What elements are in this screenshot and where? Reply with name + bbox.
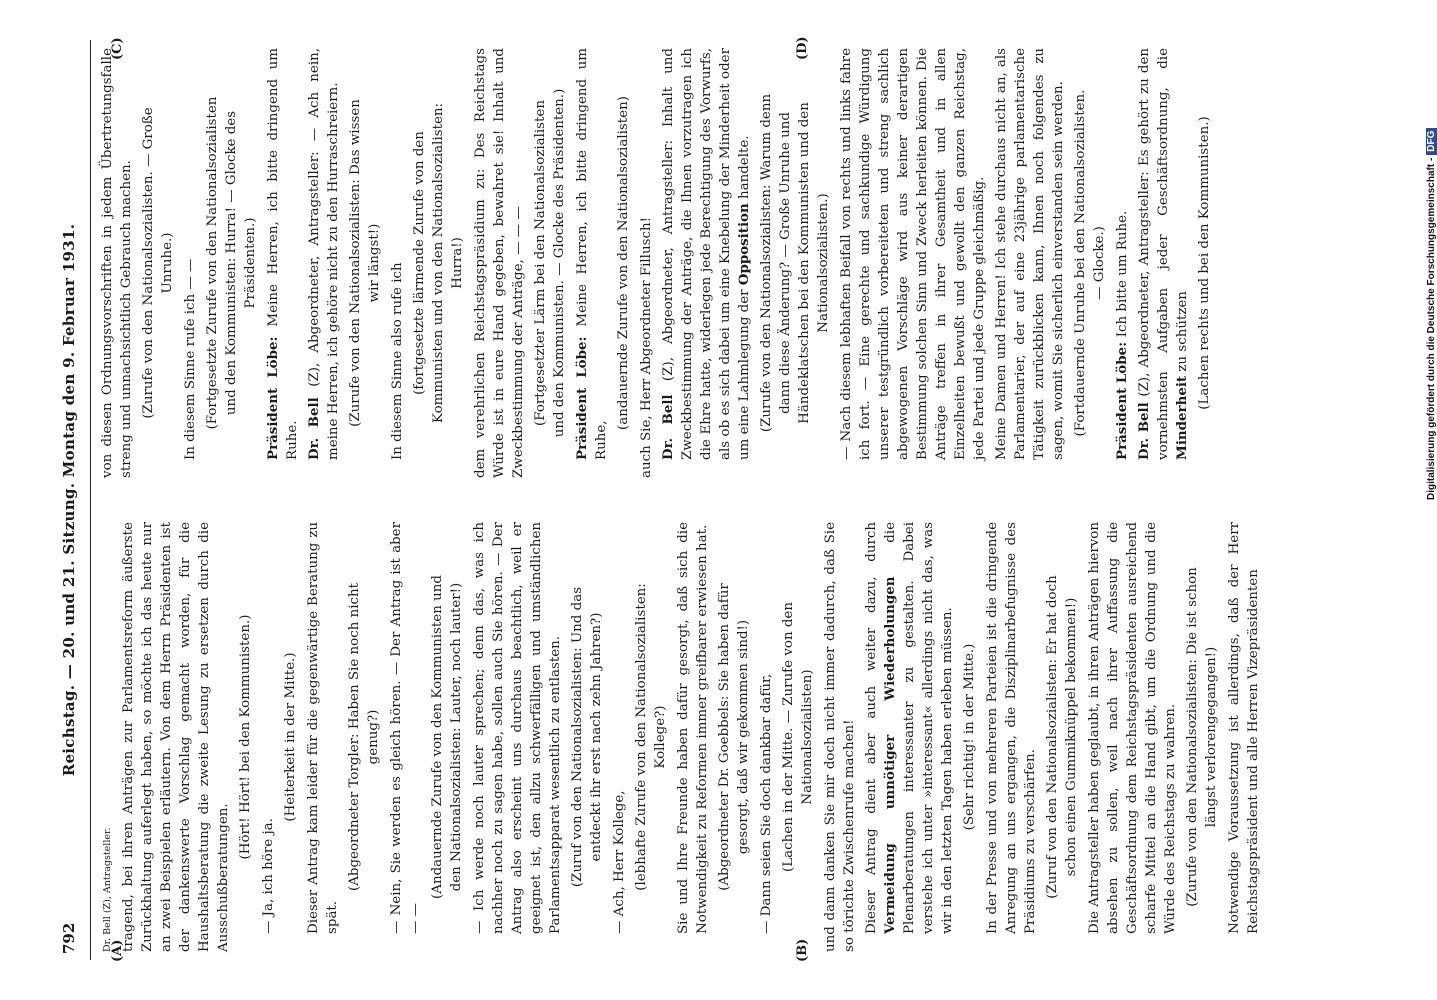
paragraph (1135, 48, 1192, 478)
interjection: (Lachen in der Mitte. — Zurufe von den Nationalsozialisten) (781, 602, 815, 872)
page-header (50, 40, 91, 960)
paragraph: In der Presse und von mehreren Parteien ist die dringende Anregung an uns ergangen, die Disziplinarbefugnisse des Präsidiums zu verschärfen. (985, 522, 1038, 934)
text-run: (Z), Abgeordneter, Antragsteller: — Ach nein, meine Herren, ich gehöre nicht zu den Hurraschreiern. (307, 48, 341, 460)
text-run: Meine Herren, ich bitte dringend um Ruhe. (266, 48, 300, 460)
paragraph: — Dann seien Sie doch dankbar dafür, (759, 673, 774, 934)
paragraph: — Ja, ich höre ja. (261, 818, 276, 934)
interjection: (Zurufe von den Nationalsozialisten: Warum denn dann diese Änderung? — Große Unruhe und Händeklatschen bei den Kommunisten und den Nationalsozialisten.) (759, 93, 831, 433)
speaker-name: Dr. Bell (306, 386, 322, 460)
paragraph (573, 48, 611, 478)
interjection: (lebhafte Zurufe von den Nationalsozialisten: Kollege?) (634, 583, 668, 891)
paragraph: — Ich werde noch lauter sprechen; denn das, was ich nachher noch zu sagen habe, sollen auch Sie hören. — Der Antrag also erscheint uns durchaus beachtlich, weil er geeignet ist, den allzu schwerfälligen und umständlichen Parlamentsapparat wesentlich zu entlasten. (472, 522, 563, 934)
interjection: (Abgeordneter Dr. Goebbels: Sie haben dafür gesorgt, daß wir gekommen sind!) (717, 583, 751, 891)
interjection: (Zurufe von den Nationalsozialisten. — Große Unruhe.) (141, 107, 175, 419)
margin-marker-d: (D) (795, 36, 810, 60)
interjection: (Hört! Hört! bei den Kommunisten.) (238, 614, 253, 860)
speaker-name: Dr. Bell (660, 381, 676, 460)
interjection: (Fortdauernde Unruhe bei den Nationalsozialisten. — Glocke.) (1073, 89, 1107, 437)
paragraph: dem verehrlichen Reichstagspräsidium zu: Des Reichstags Würde ist in eure Hand gegeben, bewahret sie! Inhalt und Zweckbestimmung der Anträge, — — — (473, 48, 526, 478)
interjection: (andauernde Zurufe von den Nationalsozialisten) (616, 96, 631, 430)
paragraph: Meine Damen und Herren! Ich stehe durchaus nicht an, als Parlamentarier, der auf eine 23jährige parlamentarische Tätigkeit zurückblicken kann, Ihnen noch folgendes zu sagen, womit Sie sicherlich einverstanden sein werden. (994, 48, 1066, 460)
text-run: (Z), Abgeordneter, Antragsteller: Es gehört zu den vornehmsten Aufgaben jeder Geschäftsordnung, die (1137, 47, 1171, 460)
paragraph (1113, 48, 1132, 478)
interjection: (Fortgesetzter Lärm bei den Nationalsozialisten und den Kommunisten. — Glocke des Präsidenten.) (533, 88, 567, 438)
interjection: (Lachen rechts und bei den Kommunisten.) (1197, 116, 1212, 410)
margin-marker-a: (A) (110, 939, 125, 962)
margin-marker-b: (B) (795, 938, 810, 962)
paragraph: von diesen Ordnungsvorschriften in jedem Übertretungsfalle streng und unnachsichtlich Gebrauch machen. (100, 48, 134, 478)
dfg-logo: DFG (1426, 128, 1437, 155)
paragraph (305, 48, 343, 478)
left-column (98, 522, 1370, 952)
paragraph: und dann danken Sie mir doch nicht immer dadurch, daß Sie so törichte Zwischenrufe machen! (823, 522, 857, 952)
interjection: (Abgeordneter Torgler: Haben Sie noch nicht genug?) (347, 583, 381, 891)
paragraph: tragend, bei ihren Anträgen zur Parlamentsreform äußerste Zurückhaltung auferlegt haben, so möchte ich das heute nur an zwei Beispielen erläutern. Von dem Herrn Präsidenten ist der dankenswerte Vorschlag gemacht worden, für die Haushaltsberatung die zweite Lesung zu ersetzen durch die Ausschußberatungen. (121, 522, 231, 952)
paragraph (264, 48, 302, 478)
emphasis: Opposition (736, 203, 752, 286)
digitization-credit (1426, 128, 1437, 500)
rotated-document (50, 36, 1390, 962)
right-column (98, 48, 1370, 478)
emphasis: Minderheit (1174, 375, 1190, 460)
paragraph: Notwendige Voraussetzung ist allerdings, daß der Herr Reichstagspräsident und alle Herren Vizepräsidenten (1227, 522, 1261, 934)
paragraph: — Ach, Herr Kollege, (612, 790, 627, 934)
interjection: (Andauernde Zurufe von den Kommunisten und den Nationalsozialisten: Lauter, noch lauter!) (430, 575, 464, 899)
speaker-tag: Dr. Bell (Z), Antragsteller. (102, 827, 113, 952)
text-run: handelte. (737, 135, 752, 204)
paragraph: Die Antragsteller haben geglaubt, in ihren Anträgen hiervon absehen zu sollen, weil nach ihrer Auffassung die Geschäftsordnung dem Reichstagspräsidenten ausreichend scharfe Mittel an die Hand gibt, um die Ordnung und die Würde des Reichstags zu wahren. (1087, 522, 1178, 934)
paragraph (862, 522, 957, 952)
interjection: (Sehr richtig! in der Mitte.) (962, 643, 977, 831)
page-title: Reichstag. — 20. und 21. Sitzung. Montag den 9. Februar 1931. (60, 223, 78, 777)
interjection: (Zurufe von den Nationalsozialisten: Die ist schon längst verlorengegangen!) (1185, 567, 1219, 907)
interjection: (Zuruf von den Nationalsozialisten: Er hat doch schon einen Gummiknüppel bekommen!) (1045, 575, 1079, 899)
paragraph: Sie und Ihre Freunde haben dafür gesorgt, daß sich die Notwendigkeit zu Reformen immer greifbarer erwiesen hat. (676, 522, 710, 934)
speaker-name: Dr. Bell (1136, 396, 1152, 460)
speaker-name: Präsident Löbe: (1114, 337, 1130, 460)
paragraph (659, 48, 754, 478)
interjection: (fortgesetzte lärmende Zurufe von den Kommunisten und von den Nationalsozialisten: Hurra!) (412, 102, 465, 424)
text-run: (Z), Abgeordneter, Antragsteller: Inhalt und Zweckbestimmung der Anträge, die Ihnen vorzutragen ich die Ehre hatte, widerlegen jede Berechtigung des Vorwurfs, als ob es sich dabei um eine Knebelung der Minderheit oder um eine Lahmlegung der (661, 48, 752, 460)
margin-marker-c: (C) (110, 37, 125, 60)
interjection: (Zuruf von den Nationalsozialisten: Und das entdeckt ihr erst nach zehn Jahren?) (570, 586, 604, 888)
paragraph: In diesem Sinne also rufe ich (390, 262, 405, 460)
text-run: zu schützen (1175, 291, 1190, 376)
page-number: 792 (60, 922, 78, 954)
emphasis: Vermeidung unnötiger Wiederholungen (882, 576, 898, 934)
paragraph: Dieser Antrag kam leider für die gegenwärtige Beratung zu spät. (306, 522, 340, 934)
text-run: die Plenarberatungen interessanter zu gestalten. Dabei verstehe ich unter »interessant« allerdings nicht das, was wir in den letzten Tagen haben erleben müssen. (883, 522, 955, 934)
interjection: (Heiterkeit in der Mitte.) (283, 652, 298, 822)
text-run: Dieser Antrag dient aber auch weiter dazu, durch (864, 522, 879, 934)
interjection: (Fortgesetzte Zurufe von den Nationalsozialisten und den Kommunisten: Hurra! — Glocke des Präsidenten.) (205, 96, 258, 430)
text-run: Meine Herren, ich bitte dringend um Ruhe, (575, 48, 609, 460)
credit-text: Digitalisierung gefördert durch die Deutsche Forschungsgemeinschaft - (1426, 157, 1437, 500)
paragraph: — Nach diesem lebhaften Beifall von rechts und links fahre ich fort. — Eine gerechte und sachkundige Würdigung unserer testgründlich vorbereiteten und streng sachlich abgewogenen Vorschläge wird aus keiner derartigen Bestimmung solchen Sinn und Zweck herleiten können. Die Anträge treffen in ihrer Gesamtheit und in allen Einzelheiten bewußt und gewollt den ganzen Reichstag, jede Partei und jede Gruppe gleichmäßig. (839, 48, 987, 460)
text-run: Ich bitte um Ruhe. (1115, 210, 1130, 338)
speaker-name: Präsident Löbe: (265, 326, 281, 460)
paragraph: auch Sie, Herr Abgeordneter Fillusch! (639, 217, 654, 478)
paragraph: In diesem Sinne rufe ich — — (183, 258, 198, 460)
interjection: (Zurufe von den Nationalsozialisten: Das wissen wir längst!) (348, 99, 382, 427)
speaker-name: Präsident Löbe: (574, 326, 590, 460)
paragraph: — Nein, Sie werden es gleich hören. — Der Antrag ist aber — — (389, 522, 423, 934)
